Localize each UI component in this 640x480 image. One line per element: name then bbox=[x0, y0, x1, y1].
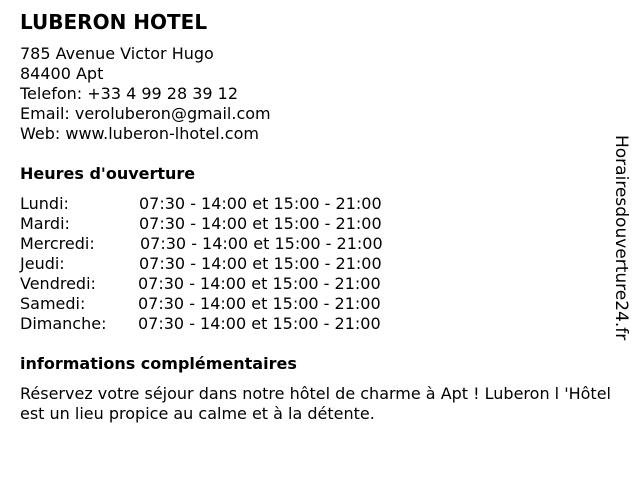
phone-line: Telefon: +33 4 99 28 39 12 bbox=[20, 84, 239, 103]
address-city: 84400 Apt bbox=[20, 64, 104, 83]
web-line: Web: www.luberon-lhotel.com bbox=[20, 124, 259, 143]
hours-heading: Heures d'ouverture bbox=[20, 164, 196, 183]
day-label: Dimanche: bbox=[20, 314, 107, 333]
info-heading: informations complémentaires bbox=[20, 354, 297, 373]
day-hours: 07:30 - 14:00 et 15:00 - 21:00 bbox=[139, 214, 382, 233]
email-line: Email: veroluberon@gmail.com bbox=[20, 104, 271, 123]
contact-block bbox=[20, 44, 271, 144]
hotel-name: LUBERON HOTEL bbox=[20, 10, 208, 34]
watermark-side-label bbox=[610, 135, 634, 371]
day-hours: 07:30 - 14:00 et 15:00 - 21:00 bbox=[140, 234, 383, 253]
day-hours: 07:30 - 14:00 et 15:00 - 21:00 bbox=[139, 254, 382, 273]
day-label: Lundi: bbox=[20, 194, 69, 213]
day-label: Samedi: bbox=[20, 294, 86, 313]
info-description: Réservez votre séjour dans notre hôtel de charme à Apt ! Luberon l 'Hôtel est un lieu propice au calme et à la détente. bbox=[20, 384, 611, 423]
day-hours: 07:30 - 14:00 et 15:00 - 21:00 bbox=[139, 194, 382, 213]
day-hours: 07:30 - 14:00 et 15:00 - 21:00 bbox=[138, 294, 381, 313]
address-street: 785 Avenue Victor Hugo bbox=[20, 44, 214, 63]
day-label: Jeudi: bbox=[20, 254, 65, 273]
day-hours: 07:30 - 14:00 et 15:00 - 21:00 bbox=[138, 274, 381, 293]
day-label: Mardi: bbox=[20, 214, 70, 233]
day-hours: 07:30 - 14:00 et 15:00 - 21:00 bbox=[138, 314, 381, 333]
watermark-text: Horairesdouverture24.fr bbox=[611, 135, 631, 341]
day-label: Vendredi: bbox=[20, 274, 96, 293]
day-label: Mercredi: bbox=[20, 234, 95, 253]
